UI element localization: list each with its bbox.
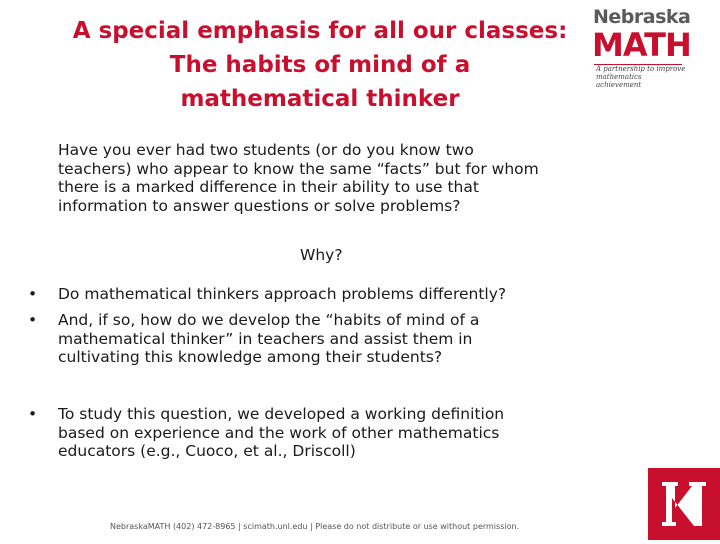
title-line-1: A special emphasis for all our classes: xyxy=(72,18,568,44)
nebraska-math-logo xyxy=(590,6,691,89)
bullet-icon: • xyxy=(28,311,38,329)
bullet-line: And, if so, how do we develop the “habits of mind of a xyxy=(58,311,480,329)
logo-tagline xyxy=(596,65,688,89)
bullet-line: educators (e.g., Cuoco, et al., Driscoll) xyxy=(58,442,356,460)
bullet-line: cultivating this knowledge among their students? xyxy=(58,348,443,366)
intro-line-3: there is a marked difference in their ability to use that xyxy=(58,178,479,196)
nebraska-n-icon xyxy=(648,468,720,540)
intro-line-4: information to answer questions or solve problems? xyxy=(58,196,461,215)
title-line-3: mathematical thinker xyxy=(180,86,460,112)
slide-footer: NebraskaMATH (402) 472-8965 | scimath.unl.edu | Please do not distribute or use without permission. xyxy=(110,522,520,531)
title-line-2: The habits of mind of a xyxy=(169,52,471,78)
bullet-item xyxy=(28,311,480,367)
bullet-item xyxy=(28,405,505,461)
bullet-item xyxy=(28,285,507,304)
bullet-line: mathematical thinker” in teachers and assist them in xyxy=(58,329,473,348)
logo-nebraska-text: Nebraska xyxy=(593,6,691,28)
bullet-line: To study this question, we developed a working definition xyxy=(58,405,505,423)
intro-line-2: teachers) who appear to know the same “facts” but for whom xyxy=(58,159,539,178)
bullet-line: Do mathematical thinkers approach problems differently? xyxy=(58,285,507,303)
bullet-line: based on experience and the work of other mathematics xyxy=(58,423,500,442)
intro-line-1: Have you ever had two students (or do you know two xyxy=(58,141,474,159)
nebraska-n-icon-svg xyxy=(648,468,720,540)
logo-tagline-line-2: mathematics achievement xyxy=(596,73,642,89)
bullet-icon: • xyxy=(28,285,38,303)
logo-tagline-line-1: A partnership to improve xyxy=(596,65,686,73)
why-question: Why? xyxy=(300,246,343,264)
slide-title xyxy=(30,14,610,116)
intro-paragraph xyxy=(58,141,678,215)
bullet-icon: • xyxy=(28,405,38,423)
logo-math-text: MATH xyxy=(592,26,691,64)
